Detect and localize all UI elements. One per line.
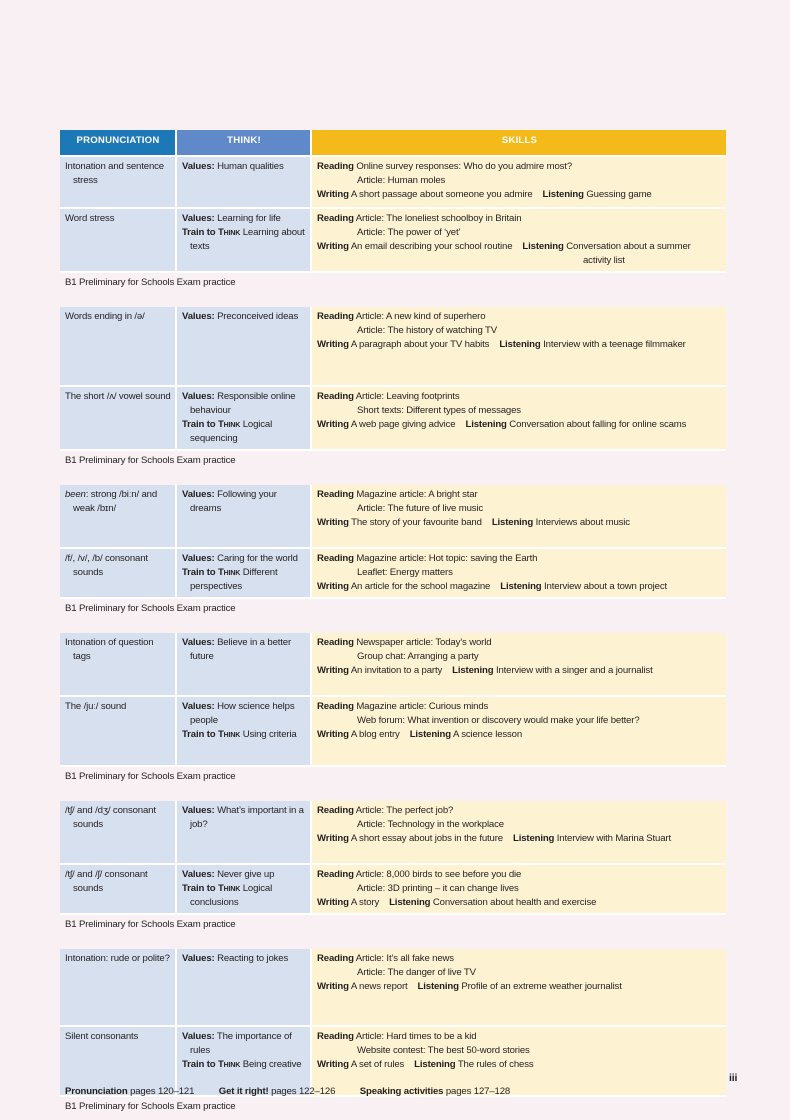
reading-text-2: Article: The history of watching TV (357, 325, 497, 336)
reading-text-2: Web forum: What invention or discovery would make your life better? (357, 715, 640, 726)
reading-text: Article: Leaving footprints (355, 391, 460, 402)
reading-text-2: Short texts: Different types of messages (357, 405, 521, 416)
reading-text: Article: 8,000 birds to see before you die (355, 869, 522, 880)
table-row (60, 387, 726, 451)
reading-label: Reading (317, 553, 354, 564)
pronunciation-italic: been (65, 489, 86, 500)
skills-cell (312, 209, 726, 273)
pronunciation-text (65, 700, 171, 714)
exam-practice-row (60, 767, 726, 801)
values-line (182, 552, 306, 566)
values-line (182, 804, 306, 832)
values-text: Preconceived ideas (217, 311, 299, 322)
pronunciation-text (65, 212, 171, 226)
train-text: Logical conclusions (190, 883, 273, 908)
writing-text: A news report (350, 981, 408, 992)
page-number: iii (729, 1072, 738, 1084)
think-cell (177, 209, 312, 273)
reading-text: Magazine article: Hot topic: saving the Earth (356, 553, 538, 564)
skills-cell (312, 485, 726, 549)
skills-cell (312, 949, 726, 1027)
pronunciation-cell (60, 865, 177, 915)
values-text: The importance of rules (190, 1031, 292, 1056)
writing-label: Writing (317, 517, 349, 528)
listening-text: Conversation about health and exercise (432, 897, 597, 908)
exam-practice-label: B1 Preliminary for Schools Exam practice (65, 1101, 236, 1112)
values-text: What’s important in a job? (190, 805, 304, 830)
listening-text: Interview with Marina Stuart (556, 833, 671, 844)
exam-practice-label: B1 Preliminary for Schools Exam practice (65, 603, 236, 614)
values-line (182, 700, 306, 728)
pronunciation-topic: Silent consonants (65, 1031, 139, 1042)
reading-text: Newspaper article: Today’s world (356, 637, 492, 648)
reading-line (317, 390, 722, 404)
think-word: Think (217, 729, 241, 740)
values-label: Values: (182, 701, 215, 712)
pronunciation-topic: Words ending in /ə/ (65, 311, 145, 322)
writing-label: Writing (317, 339, 349, 350)
listening-text: Interview with a teenage filmmaker (543, 339, 686, 350)
writing-text: An article for the school magazine (350, 581, 491, 592)
pronunciation-topic: Intonation: rude or polite? (65, 953, 170, 964)
values-label: Values: (182, 161, 215, 172)
writing-listening-line (317, 664, 722, 678)
writing-label: Writing (317, 1059, 349, 1070)
pronunciation-cell (60, 485, 177, 549)
pronunciation-topic: /tʃ/ and /dʒ/ consonant sounds (65, 805, 156, 830)
listening-label: Listening (452, 665, 494, 676)
table-row (60, 485, 726, 549)
values-line (182, 636, 306, 664)
listening-label: Listening (542, 189, 584, 200)
train-to-think-line (182, 226, 306, 254)
listening-label: Listening (512, 833, 555, 844)
writing-text: A paragraph about your TV habits (350, 339, 490, 350)
values-line (182, 488, 306, 516)
values-line (182, 952, 306, 966)
train-to-think-line (182, 728, 306, 742)
pronunciation-topic: : strong /biːn/ and weak /bɪn/ (73, 489, 158, 514)
writing-listening-line (317, 188, 722, 202)
writing-label: Writing (317, 581, 349, 592)
skills-cell (312, 157, 726, 209)
reading-line (317, 310, 722, 324)
table-row (60, 307, 726, 387)
reading-text: Article: A new kind of superhero (355, 311, 486, 322)
pronunciation-topic: /f/, /v/, /b/ consonant sounds (65, 553, 148, 578)
reading-label: Reading (317, 311, 354, 322)
pronunciation-topic: The short /ʌ/ vowel sound (65, 391, 171, 402)
think-word: Think (217, 419, 241, 430)
listening-text: Interviews about music (535, 517, 630, 528)
listening-label: Listening (499, 339, 541, 350)
footer-get-it-right-label: Get it right! (218, 1086, 269, 1097)
pronunciation-text (65, 310, 171, 324)
reading-line (317, 552, 722, 566)
pronunciation-topic: The /juː/ sound (65, 701, 127, 712)
pronunciation-topic: Word stress (65, 213, 115, 224)
train-to-think-line (182, 418, 306, 446)
values-label: Values: (182, 637, 215, 648)
header-skills: SKILLS (312, 130, 726, 157)
pronunciation-cell (60, 949, 177, 1027)
values-text: Responsible online behaviour (190, 391, 296, 416)
pronunciation-cell (60, 387, 177, 451)
writing-listening-line (317, 980, 722, 994)
values-line (182, 1030, 306, 1058)
writing-listening-line (317, 516, 722, 530)
footer-pronunciation-pages: pages 120–121 (130, 1086, 195, 1097)
reading-line (317, 700, 722, 714)
reading-text-2: Article: The danger of live TV (357, 967, 476, 978)
pronunciation-cell (60, 801, 177, 865)
pronunciation-cell (60, 307, 177, 387)
pronunciation-text (65, 390, 171, 404)
reading-text-2: Website contest: The best 50-word stories (357, 1045, 530, 1056)
listening-text-2: activity list (583, 255, 625, 266)
skills-cell (312, 697, 726, 767)
writing-text: A set of rules (350, 1059, 405, 1070)
think-cell (177, 697, 312, 767)
think-cell (177, 157, 312, 209)
reading-label: Reading (317, 953, 354, 964)
writing-label: Writing (317, 241, 349, 252)
listening-label: Listening (414, 1059, 456, 1070)
think-word: Think (217, 227, 241, 238)
think-word: Think (217, 1059, 241, 1070)
listening-text: Conversation about falling for online scams (509, 419, 687, 430)
listening-text: Conversation about a summer (566, 241, 691, 252)
reading-line (317, 488, 722, 502)
listening-text: Interview with a singer and a journalist (495, 665, 653, 676)
reading-text: Article: Hard times to be a kid (355, 1031, 477, 1042)
train-label: Train to (182, 1059, 216, 1070)
values-label: Values: (182, 869, 215, 880)
listening-label: Listening (465, 419, 507, 430)
writing-label: Writing (317, 419, 349, 430)
think-cell (177, 307, 312, 387)
pronunciation-topic: /tʃ/ and /ʃ/ consonant sounds (65, 869, 148, 894)
writing-text: An email describing your school routine (350, 241, 513, 252)
reading-label: Reading (317, 489, 354, 500)
header-think: THINK! (177, 130, 312, 157)
train-text: Different perspectives (190, 567, 278, 592)
pronunciation-text (65, 804, 171, 832)
reading-label: Reading (317, 161, 354, 172)
values-label: Values: (182, 805, 215, 816)
listening-label: Listening (409, 729, 451, 740)
values-label: Values: (182, 391, 215, 402)
values-line (182, 868, 306, 882)
reading-text-2: Article: The power of ‘yet’ (357, 227, 461, 238)
exam-practice-row (60, 599, 726, 633)
reading-text-2: Leaflet: Energy matters (357, 567, 453, 578)
think-word: Think (217, 883, 241, 894)
values-text: Believe in a better future (190, 637, 292, 662)
values-line (182, 310, 306, 324)
reading-label: Reading (317, 701, 354, 712)
reading-line (317, 160, 722, 174)
writing-text: A short essay about jobs in the future (350, 833, 503, 844)
writing-text: A web page giving advice (350, 419, 456, 430)
listening-label: Listening (522, 241, 564, 252)
think-cell (177, 387, 312, 451)
writing-text: A story (350, 897, 380, 908)
reading-text: Article: It’s all fake news (355, 953, 454, 964)
writing-text: A short passage about someone you admire (350, 189, 533, 200)
reading-line (317, 868, 722, 882)
values-text: Reacting to jokes (217, 953, 289, 964)
values-label: Values: (182, 311, 215, 322)
writing-listening-line (317, 728, 722, 742)
writing-label: Writing (317, 189, 349, 200)
reading-label: Reading (317, 1031, 354, 1042)
pronunciation-cell (60, 549, 177, 599)
reading-label: Reading (317, 391, 354, 402)
writing-label: Writing (317, 981, 349, 992)
syllabus-table (60, 130, 726, 1120)
reading-label: Reading (317, 869, 354, 880)
footer-speaking-pages: pages 127–128 (445, 1086, 511, 1097)
skills-cell (312, 387, 726, 451)
pronunciation-topic: Intonation and sentence stress (65, 161, 164, 186)
train-text: Learning about texts (190, 227, 305, 252)
reading-line (317, 636, 722, 650)
writing-label: Writing (317, 665, 349, 676)
writing-label: Writing (317, 833, 349, 844)
train-to-think-line (182, 566, 306, 594)
train-to-think-line (182, 882, 306, 910)
pronunciation-text (65, 552, 171, 580)
pronunciation-topic: Intonation of question tags (65, 637, 154, 662)
pronunciation-text (65, 488, 171, 516)
values-label: Values: (182, 953, 215, 964)
table-row (60, 865, 726, 915)
values-text: Caring for the world (217, 553, 298, 564)
reading-label: Reading (317, 637, 354, 648)
pronunciation-cell (60, 697, 177, 767)
exam-practice-label: B1 Preliminary for Schools Exam practice (65, 277, 236, 288)
table-row (60, 549, 726, 599)
pronunciation-text (65, 1030, 171, 1044)
values-label: Values: (182, 213, 215, 224)
values-line (182, 212, 306, 226)
reading-text-2: Article: Technology in the workplace (357, 819, 504, 830)
values-text: Learning for life (217, 213, 281, 224)
pronunciation-cell (60, 633, 177, 697)
pronunciation-text (65, 952, 171, 966)
listening-text: Guessing game (586, 189, 652, 200)
think-cell (177, 865, 312, 915)
reading-text-2: Article: The future of live music (357, 503, 484, 514)
values-label: Values: (182, 489, 215, 500)
think-cell (177, 949, 312, 1027)
pronunciation-cell (60, 209, 177, 273)
writing-text: A blog entry (350, 729, 400, 740)
writing-label: Writing (317, 897, 349, 908)
reading-text: Online survey responses: Who do you admire most? (356, 161, 573, 172)
listening-label: Listening (389, 897, 431, 908)
skills-cell (312, 633, 726, 697)
listening-label: Listening (417, 981, 459, 992)
listening-text: Profile of an extreme weather journalist (461, 981, 622, 992)
train-text: Using criteria (242, 729, 297, 740)
writing-text: The story of your favourite band (351, 517, 482, 528)
reading-line (317, 212, 722, 226)
exam-practice-label: B1 Preliminary for Schools Exam practice (65, 919, 236, 930)
skills-cell (312, 865, 726, 915)
train-label: Train to (182, 729, 216, 740)
values-text: How science helps people (190, 701, 295, 726)
footer-get-it-right-pages: pages 122–126 (271, 1086, 336, 1097)
pronunciation-text (65, 636, 171, 664)
values-label: Values: (182, 553, 215, 564)
table-row (60, 801, 726, 865)
footer-speaking-label: Speaking activities (359, 1086, 444, 1097)
listening-label: Listening (491, 517, 534, 528)
reading-label: Reading (317, 805, 354, 816)
footer (65, 1085, 725, 1099)
train-text: Being creative (242, 1059, 302, 1070)
skills-cell (312, 801, 726, 865)
train-label: Train to (182, 567, 216, 578)
exam-practice-label: B1 Preliminary for Schools Exam practice (65, 771, 236, 782)
values-text: Human qualities (217, 161, 284, 172)
table-row (60, 697, 726, 767)
reading-text-2: Article: 3D printing – it can change lives (357, 883, 519, 894)
listening-text: The rules of chess (457, 1059, 534, 1070)
values-text: Never give up (217, 869, 275, 880)
listening-text: Interview about a town project (544, 581, 668, 592)
table-row (60, 633, 726, 697)
values-text: Following your dreams (190, 489, 277, 514)
table-row (60, 157, 726, 209)
table-row (60, 209, 726, 273)
values-label: Values: (182, 1031, 215, 1042)
train-label: Train to (182, 419, 216, 430)
listening-label: Listening (500, 581, 542, 592)
think-cell (177, 633, 312, 697)
exam-practice-row (60, 273, 726, 307)
train-to-think-line (182, 1058, 306, 1072)
writing-listening-line (317, 896, 722, 910)
pronunciation-cell (60, 157, 177, 209)
skills-cell (312, 307, 726, 387)
reading-line (317, 804, 722, 818)
table-row (60, 949, 726, 1027)
think-cell (177, 485, 312, 549)
pronunciation-text (65, 868, 171, 896)
writing-listening-line (317, 338, 722, 352)
listening-text: A science lesson (452, 729, 523, 740)
header-pronunciation: PRONUNCIATION (60, 130, 177, 157)
writing-listening-line (317, 1058, 722, 1072)
think-cell (177, 549, 312, 599)
writing-text: An invitation to a party (350, 665, 443, 676)
train-text: Logical sequencing (190, 419, 273, 444)
writing-label: Writing (317, 729, 349, 740)
writing-listening-line (317, 580, 722, 594)
exam-practice-row (60, 915, 726, 949)
think-cell (177, 801, 312, 865)
pronunciation-text (65, 160, 171, 188)
reading-text-2: Article: Human moles (357, 175, 446, 186)
writing-listening-line (317, 240, 722, 254)
writing-listening-line (317, 832, 722, 846)
values-line (182, 160, 306, 174)
train-label: Train to (182, 883, 216, 894)
reading-line (317, 952, 722, 966)
reading-text-2: Group chat: Arranging a party (357, 651, 479, 662)
reading-label: Reading (317, 213, 354, 224)
reading-text: Article: The perfect job? (355, 805, 454, 816)
values-line (182, 390, 306, 418)
skills-cell (312, 549, 726, 599)
reading-text: Magazine article: A bright star (356, 489, 478, 500)
reading-text: Article: The loneliest schoolboy in Britain (355, 213, 522, 224)
exam-practice-label: B1 Preliminary for Schools Exam practice (65, 455, 236, 466)
reading-line (317, 1030, 722, 1044)
think-word: Think (217, 567, 241, 578)
reading-text: Magazine article: Curious minds (356, 701, 489, 712)
exam-practice-row (60, 451, 726, 485)
writing-listening-line (317, 418, 722, 432)
footer-pronunciation-label: Pronunciation (65, 1086, 128, 1097)
train-label: Train to (182, 227, 216, 238)
